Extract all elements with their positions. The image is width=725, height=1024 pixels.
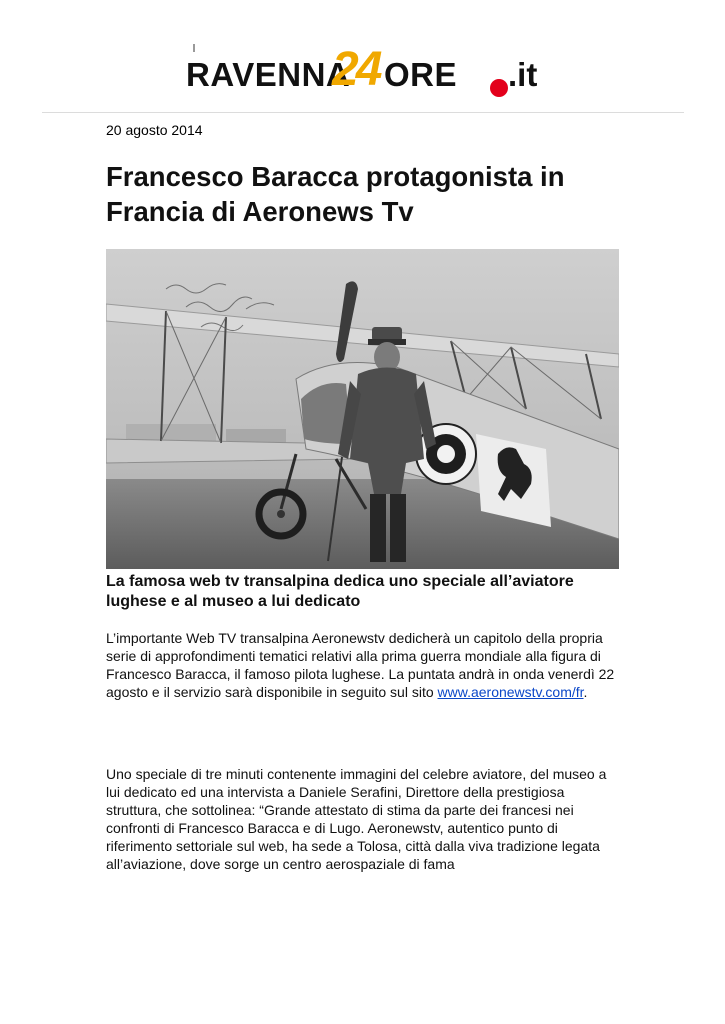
article-paragraph-2: Uno speciale di tre minuti contenente immagini del celebre aviatore, del museo a lui dedicato ed una intervista a Daniele Serafini, Direttore della prestigiosa struttura, che sottolinea: “Grande attestato di stima da parte dei francesi nei confronti di Francesco Baracca e di Lugo. Aeronewstv, autentico punto di riferimento settoriale sul web, ha sede a Tolosa, città dalla viva tradizione legata all’aviazione, dove sorge un centro aerospaziale di fama xyxy=(106,766,607,872)
article-paragraph-1 xyxy=(106,629,618,701)
logo-word-ore: ORE xyxy=(384,56,458,93)
header-divider xyxy=(42,112,684,113)
logo-mark xyxy=(193,44,195,52)
masthead xyxy=(0,38,725,100)
paragraph-1-text: L’importante Web TV transalpina Aeronewstv dedicherà un capitolo della propria serie di approfondimenti tematici relativi alla prima guerra mondiale alla figura di Francesco Baracca, il famoso pilota lughese. La puntata andrà in onda venerdì 22 agosto e il servizio sarà disponibile in seguito sul sito xyxy=(106,630,615,700)
logo-red-dot-icon xyxy=(490,79,508,97)
logo-number-24: 24 xyxy=(332,43,380,96)
article-title: Francesco Baracca protagonista in Francia di Aeronews Tv xyxy=(106,161,565,227)
site-logo[interactable] xyxy=(186,43,546,98)
article-photo xyxy=(106,249,619,569)
article-date: 20 agosto 2014 xyxy=(106,122,203,138)
aeronewstv-link[interactable]: www.aeronewstv.com/fr xyxy=(437,684,584,700)
article-subtitle: La famosa web tv transalpina dedica uno speciale all’aviatore lughese e al museo a lui dedicato xyxy=(106,573,574,610)
baracca-biplane-photo xyxy=(106,249,619,569)
logo-tld: .it xyxy=(508,56,538,93)
logo-word-ravenna: RAVENNA xyxy=(186,56,351,93)
paragraph-1-end: . xyxy=(583,684,588,700)
